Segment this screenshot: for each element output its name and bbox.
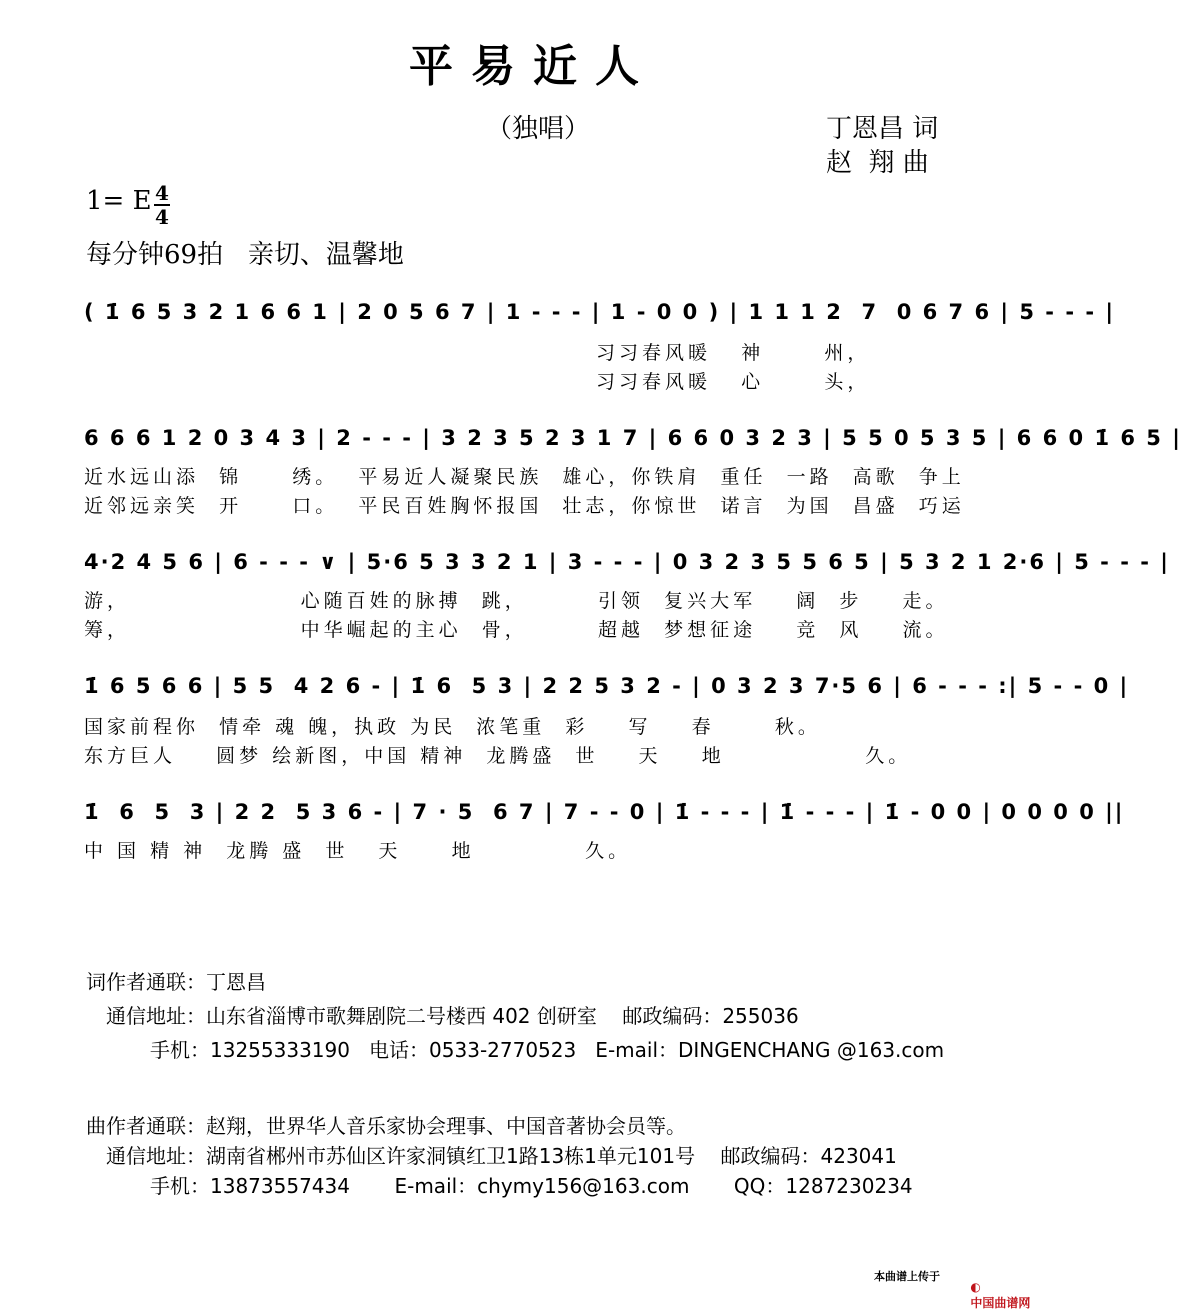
- logo-icon: ◐: [970, 1280, 981, 1294]
- page-title: 平易近人: [409, 41, 657, 92]
- lyrics-verse-1: 国家前程你 情牵 魂 魄，执政 为民 浓笔重 彩 写 春 秋。: [84, 716, 821, 738]
- lyrics-verse-1: 中 国 精 神 龙腾 盛 世 天 地 久。: [84, 840, 632, 862]
- lyrics-verse-1: 游， 心随百姓的脉搏 跳， 引领 复兴大军 阔 步 走。: [84, 590, 949, 612]
- time-signature-top: 4: [155, 181, 169, 205]
- score-notes: 4·2 4 5 6 | 6 - - - ∨ | 5·6 5 3 3 2 1 | 3 - - - | 0 3 2 3 5 5 6 5 | 5 3 2 1 2·6 | 5 - - - |: [84, 550, 1170, 574]
- lyricist-phone: 手机：13255333190 电话：0533-2770523 E-mail：DINGENCHANG @163.com: [150, 1038, 945, 1062]
- lyrics-verse-2: 近邻远亲笑 开 口。 平民百姓胸怀报国 壮志，你惊世 诺言 为国 昌盛 巧运: [84, 495, 965, 517]
- score-notes: 1̇ 6 5 3 | 2 2 5 3 6 - | 7 · 5 6 7 | 7 - - 0 | 1̇ - - - | 1̇ - - - | 1̇ - 0 0 | 0 0 0 0 ||: [84, 800, 1125, 824]
- composer-address: 通信地址：湖南省郴州市苏仙区许家洞镇红卫1路13栋1单元101号 邮政编码：423041: [106, 1144, 897, 1168]
- lyrics-verse-1: 习习春风暖 神 州，: [84, 342, 871, 364]
- composer-credit: 赵 翔 曲: [826, 148, 929, 178]
- tempo-marking: 每分钟69拍 亲切、温馨地: [86, 240, 404, 270]
- lyrics-verse-2: 东方巨人 圆梦 绘新图，中国 精神 龙腾盛 世 天 地 久。: [84, 745, 912, 767]
- time-signature: [154, 183, 170, 227]
- lyrics-verse-2: 习习春风暖 心 头，: [84, 371, 871, 393]
- score-notes: 6 6 6 1 2 0 3 4 3 | 2 - - - | 3 2 3 5 2 3 1 7 | 6 6 0 3 2 3 | 5 5 0 5 3 5 | 6 6 0 1̇ 6 5 |: [84, 426, 1182, 450]
- score-notes: ( 1̇ 6 5 3 2 1 6 6 1 | 2 0 5 6 7 | 1 - - - | 1 - 0 0 ) | 1 1 1 2 7 0 6 7 6 | 5 - - - |: [84, 300, 1116, 324]
- lyricist-address: 通信地址：山东省淄博市歌舞剧院二号楼西 402 创研室 邮政编码：255036: [106, 1004, 799, 1028]
- lyrics-verse-1: 近水远山添 锦 绣。 平易近人凝聚民族 雄心，你铁肩 重任 一路 高歌 争上: [84, 466, 965, 488]
- key-signature: 1= E: [86, 186, 152, 216]
- upload-note: 本曲谱上传于: [874, 1270, 940, 1283]
- score-notes: 1̇ 6 5 6 6 | 5 5 4 2 6 - | 1̇ 6 5 3 | 2 2 5 3 2 - | 0 3 2 3 7·5 6 | 6 - - - :| 5 - - 0 |: [84, 674, 1130, 698]
- composer-contact-label: 曲作者通联：赵翔，世界华人音乐家协会理事、中国音著协会员等。: [86, 1114, 686, 1138]
- performance-type: （独唱）: [486, 114, 591, 144]
- site-name: 中国曲谱网: [970, 1296, 1031, 1310]
- time-signature-bottom: 4: [155, 205, 169, 229]
- lyricist-contact-label: 词作者通联：丁恩昌: [86, 970, 266, 994]
- site-logo[interactable]: [962, 1266, 1030, 1311]
- composer-phone: 手机：13873557434 E-mail：chymy156@163.com QQ：1287230234: [150, 1174, 913, 1198]
- lyrics-verse-2: 筹， 中华崛起的主心 骨， 超越 梦想征途 竞 风 流。: [84, 619, 949, 641]
- lyricist-credit: 丁恩昌 词: [826, 114, 939, 144]
